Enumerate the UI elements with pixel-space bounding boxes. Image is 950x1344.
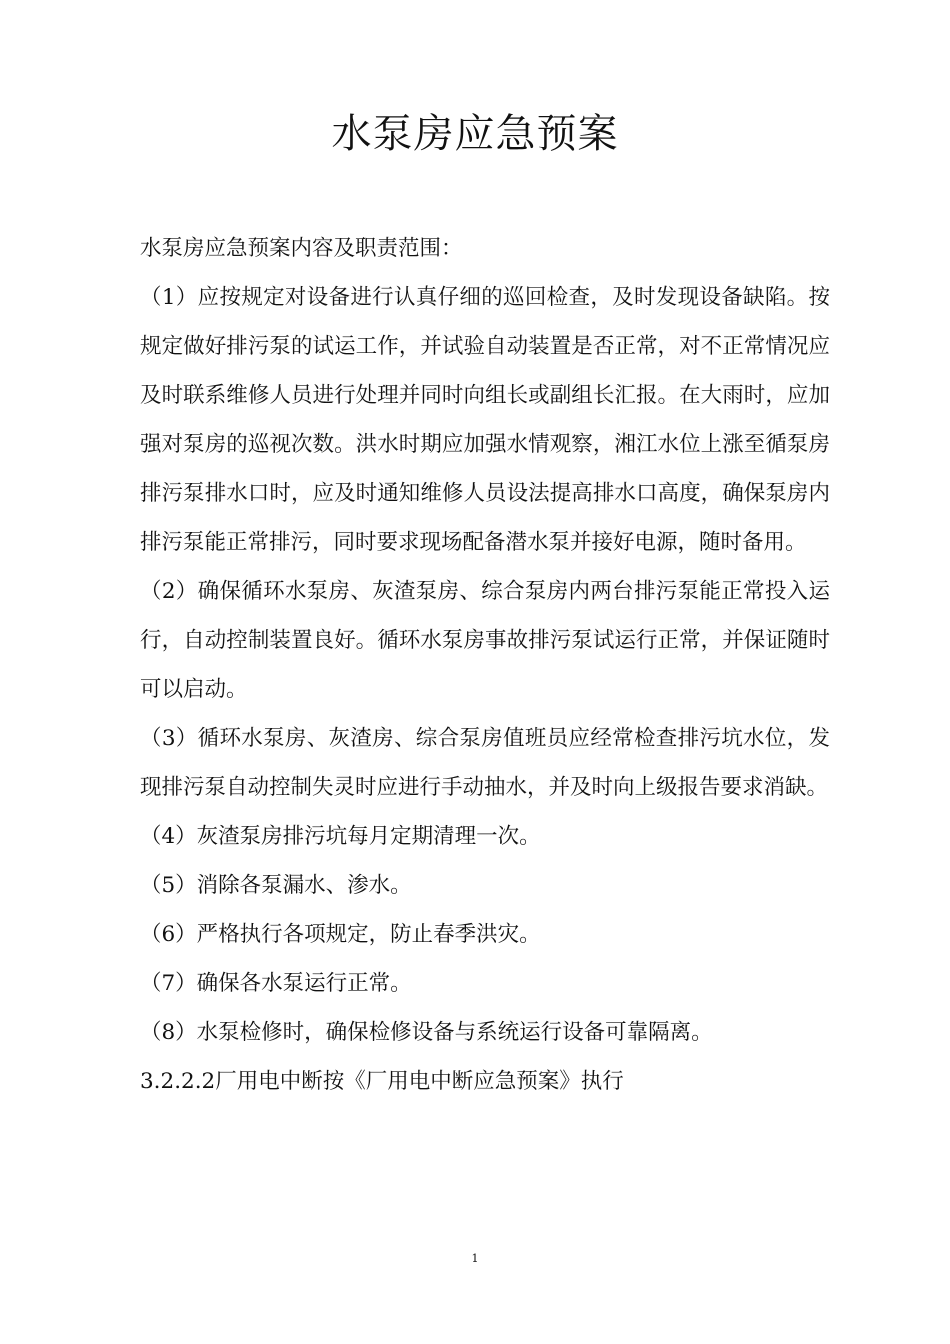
paragraph-item-1: （1）应按规定对设备进行认真仔细的巡回检查，及时发现设备缺陷。按规定做好排污泵的试运工作，并试验自动装置是否正常，对不正常情况应及时联系维修人员进行处理并同时向组长或副组长汇报。在大雨时，应加强对泵房的巡视次数。洪水时期应加强水情观察，湘江水位上涨至循泵房排污泵排水口时，应及时通知维修人员设法提高排水口高度，确保泵房内排污泵能正常排污，同时要求现场配备潜水泵并接好电源，随时备用。 bbox=[140, 285, 830, 555]
paragraph-item-4: （4）灰渣泵房排污坑每月定期清理一次。 bbox=[140, 824, 541, 849]
paragraph-item-7: （7）确保各水泵运行正常。 bbox=[140, 971, 412, 996]
paragraph-item-5: （5）消除各泵漏水、渗水。 bbox=[140, 873, 412, 898]
document-body bbox=[140, 224, 830, 1106]
paragraph-item-3: （3）循环水泵房、灰渣房、综合泵房值班员应经常检查排污坑水位，发现排污泵自动控制失灵时应进行手动抽水，并及时向上级报告要求消缺。 bbox=[140, 726, 830, 800]
document-title: 水泵房应急预案 bbox=[331, 111, 619, 157]
paragraph-item-2: （2）确保循环水泵房、灰渣泵房、综合泵房内两台排污泵能正常投入运行，自动控制装置良好。循环水泵房事故排污泵试运行正常，并保证随时可以启动。 bbox=[140, 579, 830, 702]
paragraph-section-reference: 3.2.2.2厂用电中断按《厂用电中断应急预案》执行 bbox=[140, 1069, 624, 1094]
page-number: 1 bbox=[471, 1252, 479, 1265]
paragraph-intro: 水泵房应急预案内容及职责范围： bbox=[140, 236, 463, 261]
paragraph-item-8: （8）水泵检修时，确保检修设备与系统运行设备可靠隔离。 bbox=[140, 1020, 713, 1045]
paragraph-item-6: （6）严格执行各项规定，防止春季洪灾。 bbox=[140, 922, 541, 947]
